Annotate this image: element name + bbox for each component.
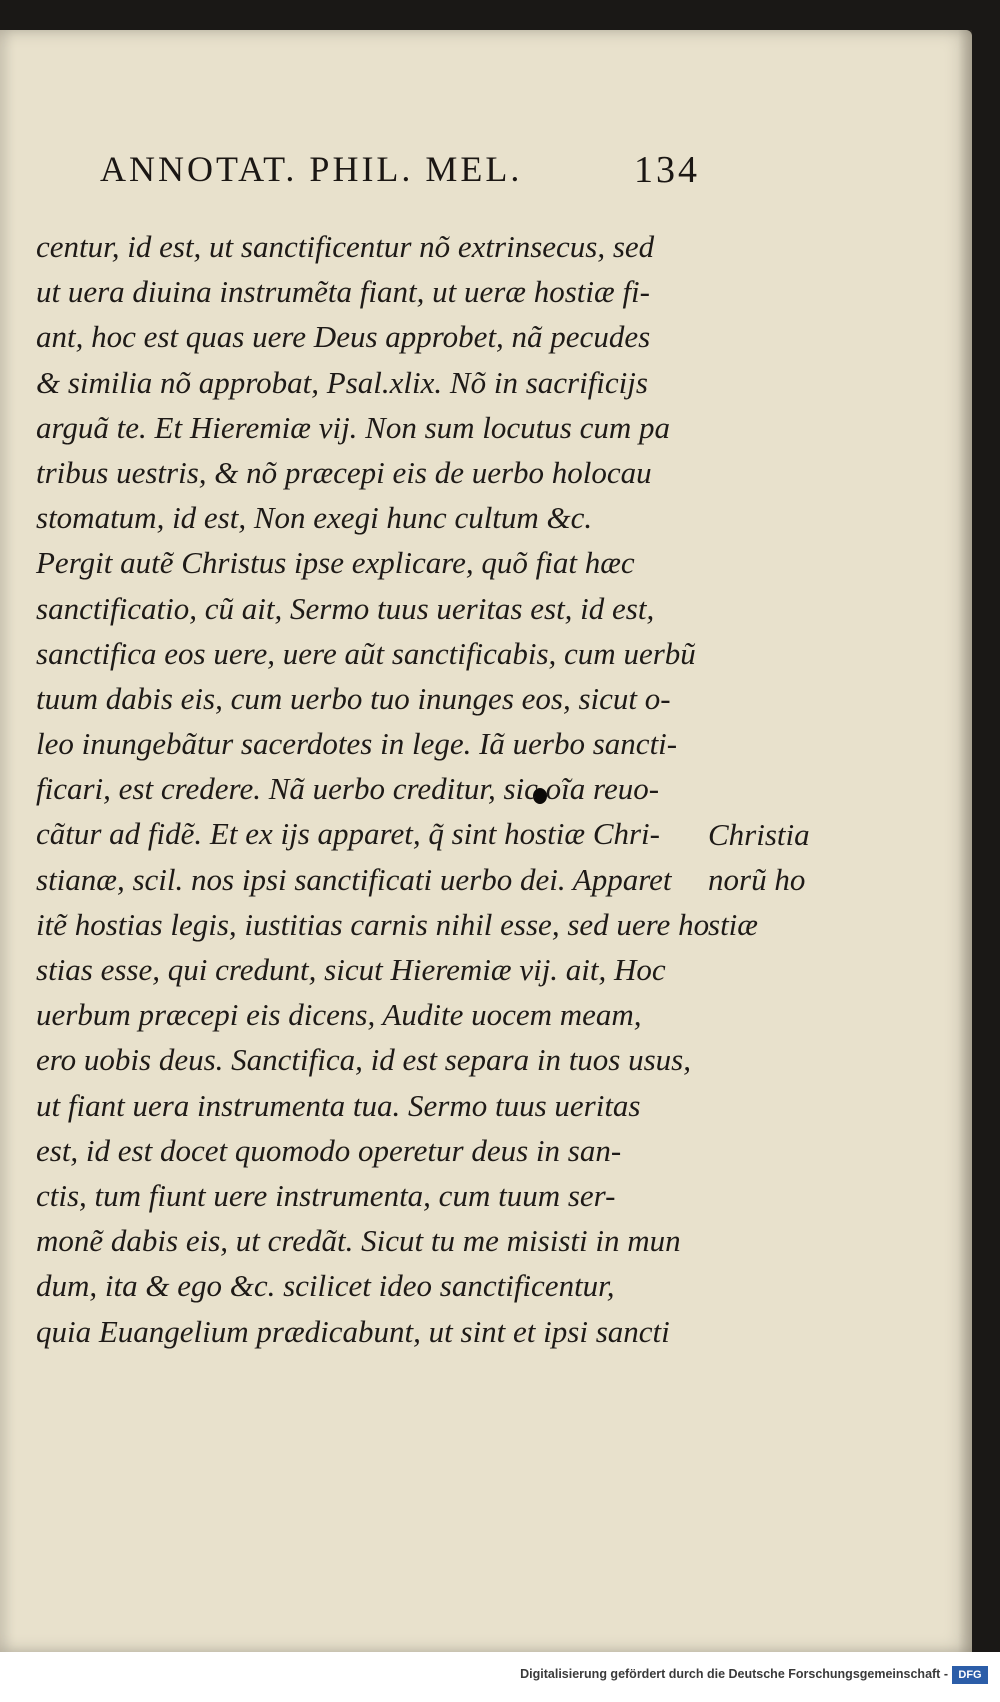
text-line: ut uera diuina instrumẽta fiant, ut ueræ hostiæ fi- [36,274,650,310]
text-line: ut fiant uera instrumenta tua. Sermo tuus ueritas [36,1087,641,1123]
marginal-line: Christia [708,817,810,852]
body-text [36,224,710,1354]
marginal-line: norũ ho [708,862,806,898]
page-edge-shadow [958,30,972,1652]
text-line: est, id est docet quomodo operetur deus in san- [36,1132,622,1168]
text-line: sanctifica eos uere, uere aũt sanctificabis, cum uerbũ [36,635,696,671]
text-line: Pergit autẽ Christus ipse explicare, quõ fiat hæc [36,545,635,581]
running-title: ANNOTAT. PHIL. MEL. [100,149,523,189]
text-line: centur, id est, ut sanctificentur nõ extrinsecus, sed [36,229,655,264]
text-line: ctis, tum fiunt uere instrumenta, cum tuum ser- [36,1177,616,1213]
text-line: arguã te. Et Hieremiæ vij. Non sum locutus cum pa [36,409,671,445]
text-line: ero uobis deus. Sanctifica, id est separa in tuos usus, [36,1042,691,1078]
dfg-logo: DFG [952,1666,988,1684]
text-line: itẽ hostias legis, iustitias carnis nihil esse, sed uere ho [36,906,710,942]
text-line: cãtur ad fidẽ. Et ex ijs apparet, q̃ sint hostiæ Chri- [36,816,660,852]
text-line: monẽ dabis eis, ut credãt. Sicut tu me misisti in mun [36,1223,681,1259]
text-line: ant, hoc est quas uere Deus approbet, nã pecudes [36,319,651,355]
text-line: tribus uestris, & nõ præcepi eis de uerbo holocau [36,454,652,490]
text-line: leo inungebãtur sacerdotes in lege. Iã uerbo sancti- [36,726,678,762]
text-line: stias esse, qui credunt, sicut Hieremiæ vij. ait, Hoc [36,952,666,987]
text-line: stomatum, id est, Non exegi hunc cultum &c. [36,500,593,536]
text-line: uerbum præcepi eis dicens, Audite uocem meam, [36,997,642,1033]
text-line: dum, ita & ego &c. scilicet ideo sanctificentur, [36,1268,615,1304]
footer-bar [0,1652,1000,1702]
funding-credit: Digitalisierung gefördert durch die Deutsche Forschungsgemeinschaft - [520,1667,948,1681]
marginal-line: stiæ [708,907,758,943]
marginal-note [708,812,828,948]
text-line: sanctificatio, cũ ait, Sermo tuus ueritas est, id est, [36,590,655,626]
text-line: quia Euangelium prædicabunt, ut sint et ipsi sancti [36,1313,670,1349]
text-line: & similia nõ approbat, Psal.xlix. Nõ in sacrificijs [36,364,648,400]
text-line: ficari, est credere. Nã uerbo creditur, sic oĩa reuo- [36,771,660,807]
text-line: tuum dabis eis, cum uerbo tuo inunges eos, sicut o- [36,680,671,716]
text-line: stianæ, scil. nos ipsi sanctificati uerbo dei. Apparet [36,861,672,897]
running-head [100,148,700,198]
page-number: 134 [634,149,700,191]
